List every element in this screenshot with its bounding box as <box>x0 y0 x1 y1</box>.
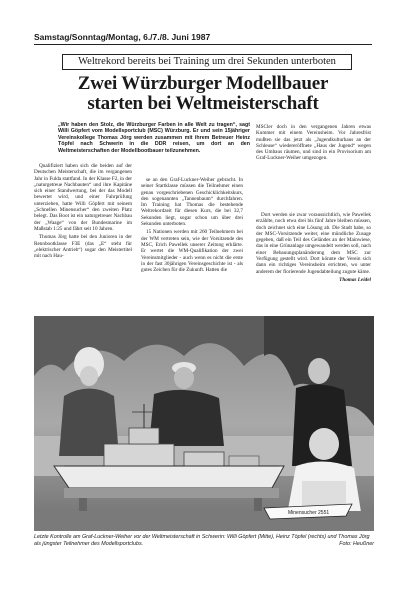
paragraph: MSCler doch in den vergangenen Jahren etwas Kummer mit einem Vereinsheim. Vor Jahresfrist mußten sie das jetzt als „Jugendkulturhaus an der Schleuse“ wiedereröffnete „Haus der Jugend“ wegen des Umbaus räumen, und sind in ein Provisorium am Graf-Luckner-Weiher umgezogen. <box>256 124 371 162</box>
paragraph: se an den Graf-Luckner-Weiher gebracht. In seiner Startklasse müssen die Teilnehmer einen genau vorgeschriebenen Geschicklichkeitskurs, den sogenannten „Tannenbaum“ durchfahren. Im Training hat Thomas die bestehende Weltrekordzeit für diesen Kurs, die bei 32,7 Sekunden liegt, sogar schon um über drei Sekunden unterboten. <box>141 177 243 228</box>
article-column-2 <box>141 177 243 275</box>
byline: Thomas Leidel <box>339 276 371 283</box>
paragraph: 15 Nationen werden mit 260 Teilnehmern bei der WM vertreten sein, wie der Vorsitzende des MSC, Erich Pawellek unserer Zeitung erklärte. Er wertet die WM-Qualifikation der zwei Vereinsmitglieder - auch wenn es nicht die erste in der fast 30jährigen Vereinsgeschichte ist - als gutes Zeichen für die Zukunft. Hatten die <box>141 229 243 274</box>
paragraph: Thomas Jörg hatte bei den Junioren in der Rennbootklasse F3E (das „E“ steht für „elektrischer Antrieb“) sogar den Meistertitel mit nach Hau- <box>34 234 132 260</box>
article-column-1 <box>34 163 132 261</box>
headline <box>36 74 370 114</box>
dateline: Samstag/Sonntag/Montag, 6./7./8. Juni 1987 <box>34 32 372 45</box>
photo-illustration <box>34 316 374 531</box>
paragraph: Dort werden sie zwar voraussichtlich, wie Pawellek erzählte, noch etwa drei bis fünf Jahre bleiben müssen, doch zeichnet sich eine Lösung ab. Die Stadt habe, so der MSC-Vorsitzende weiter, eine mündliche Zusage gegeben, daß ein Teil des Geländes an der Mainwiese, das in eine Grünanlage umgewandelt werden soll, nach einer Bebauungsplanänderung dem MSC zur Verfügung gestellt wird. Dort könnte der Verein sich dann ein richtiges Vereinsheim errichten, wo unter anderem der florierende Jugendabteilung zugute käme. <box>256 212 371 275</box>
boat-label: Minensucher 2551 <box>288 510 330 516</box>
headline-line-1: Zwei Würzburger Modellbauer <box>77 73 329 94</box>
lead-paragraph: „Wir haben den Stolz, die Würzburger Farben in alle Welt zu tragen“, sagt Willi Göpfert vom Modellsportclub (MSC) Würzburg. Er und sein 15jähriger Vereinskollege Thomas Jörg werden zusammen mit ihrem Betreuer Heinz Töpfel nach Schwerin in die DDR reisen, um dort an den Weltmeisterschaften der Modellbootbauer teilzunehmen. <box>58 122 250 154</box>
news-photo <box>34 316 374 531</box>
kicker-box: Weltrekord bereits bei Training um drei Sekunden unterboten <box>62 54 352 70</box>
article-column-3-continued <box>256 212 371 283</box>
photo-credit: Foto: Heußner <box>339 540 374 547</box>
article-column-3 <box>256 124 371 164</box>
caption-text: Letzte Kontrolle am Graf-Luckner-Weiher vor der Weltmeisterschaft in Schwerin: Willi Göpfert (Mitte), Heinz Töpfel (rechts) und Thomas Jörg als jüngster Teilnehmer des Modellsportclubs. <box>34 534 370 547</box>
headline-line-2: starten bei Weltmeisterschaft <box>87 93 319 114</box>
paragraph: Qualifiziert haben sich die beiden auf der Deutschen Meisterschaft, die im vergangenen Jahr in Fulda stattfand. In der Klasse F2, in der „naturgetreue Nachbauten“ und ihre Kapitäne sich einer Standwertung, bei der das Modell bewertet wird, und einer Fahrprüfung unterziehen, hatte Willi Göpfert mit seinem „Schnellen Minensucher“ den zweiten Platz belegt. Das Boot ist ein naturgetreuer Nachbau der „Waage“ von der Bundesmarine im Maßstab 1:25 und fährt seit 10 Jahren. <box>34 163 132 232</box>
photo-caption <box>34 534 374 547</box>
